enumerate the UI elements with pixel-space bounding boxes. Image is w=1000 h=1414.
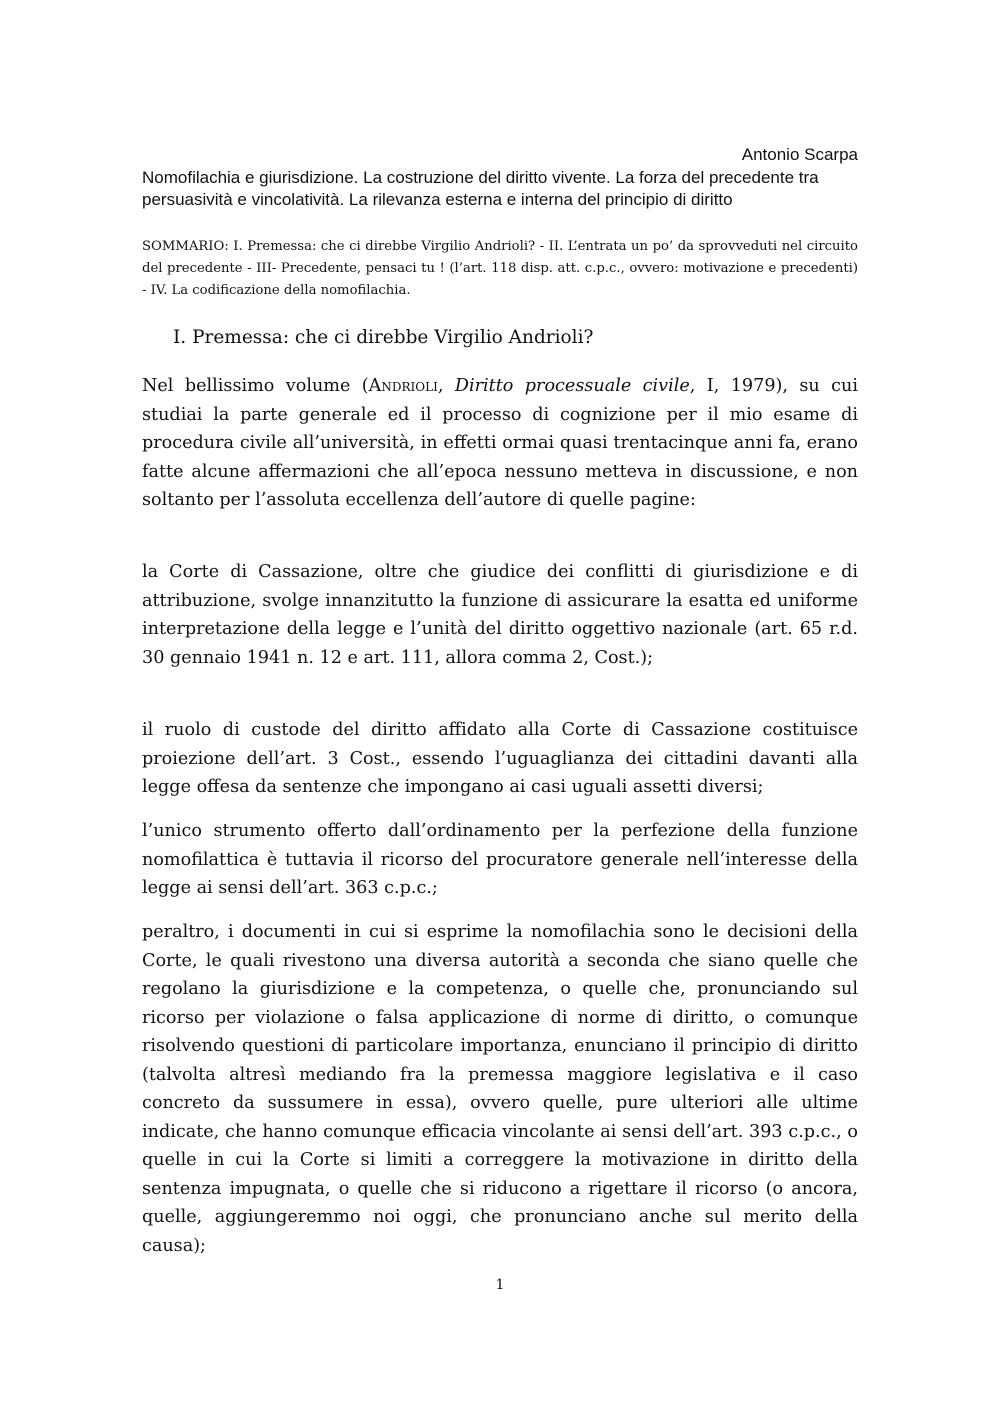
paragraph-1-body: , I, 1979), su cui studiai la parte generale ed il processo di cognizione per il mio esame di procedura civile all’università, in effetti ormai quasi trentacinque anni fa, erano fatte alcune affermazioni che all’epoca nessuno metteva in discussione, e non soltanto per l’assoluta eccellenza dell’autore di quelle pagine: [142,376,858,510]
paragraph-4: l’unico strumento offerto dall’ordinamento per la perfezione della funzione nomofilattica è tuttavia il ricorso del procuratore generale nell’interesse della legge ai sensi dell’art. 363 c.p.c.; [142,821,858,898]
author-name: Antonio Scarpa [741,145,858,164]
paragraph-3: il ruolo di custode del diritto affidato alla Corte di Cassazione costituisce proiezione dell’art. 3 Cost., essendo l’uguaglianza dei cittadini davanti alla legge offesa da sentenze che impongano ai casi uguali assetti diversi; [142,720,858,797]
summary: SOMMARIO: I. Premessa: che ci direbbe Virgilio Andrioli? - II. L’entrata un po’ da sprovveduti nel circuito del precedente - III- Precedente, pensaci tu ! (l’art. 118 disp. att. c.p.c., ovvero: motivazione e precedenti) - IV. La codificazione della nomofilachia. [142,239,858,298]
paragraph-1-separator: , [437,376,455,396]
paragraph-2: la Corte di Cassazione, oltre che giudice dei conflitti di giurisdizione e di attribuzione, svolge innanzitutto la funzione di assicurare la esatta ed uniforme interpretazione della legge e l’unità del diritto oggettivo nazionale (art. 65 r.d. 30 gennaio 1941 n. 12 e art. 111, allora comma 2, Cost.); [142,562,858,668]
cited-work: Diritto processuale civile [454,376,690,396]
paragraph-5: peraltro, i documenti in cui si esprime la nomofilachia sono le decisioni della Corte, le quali rivestono una diversa autorità a seconda che siano quelle che regolano la giurisdizione e la competenza, o quelle che, pronunciando sul ricorso per violazione o falsa applicazione di norme di diritto, o comunque risolvendo questioni di particolare importanza, enunciano il principio di diritto (talvolta altresì mediando fra la premessa maggiore legislativa e il caso concreto da sussumere in essa), ovvero quelle, pure ulteriori alle ultime indicate, che hanno comunque efficacia vincolante ai sensi dell’art. 393 c.p.c., o quelle in cui la Corte si limiti a correggere la motivazione in diritto della sentenza impugnata, o quelle che si riducono a rigettare il ricorso (o ancora, quelle, aggiungeremmo noi oggi, che pronunciano anche sul merito della causa); [142,922,858,1256]
paragraph-1-intro: Nel bellissimo volume ( [142,376,369,396]
page-number: 1 [495,1277,505,1293]
paragraph-1 [142,372,858,515]
cited-author: Andrioli [368,376,438,396]
section-heading: I. Premessa: che ci direbbe Virgilio Andrioli? [173,327,594,348]
document-title: Nomofilachia e giurisdizione. La costruzione del diritto vivente. La forza del precedente tra persuasività e vincolatività. La rilevanza esterna e interna del principio di diritto [142,168,819,209]
